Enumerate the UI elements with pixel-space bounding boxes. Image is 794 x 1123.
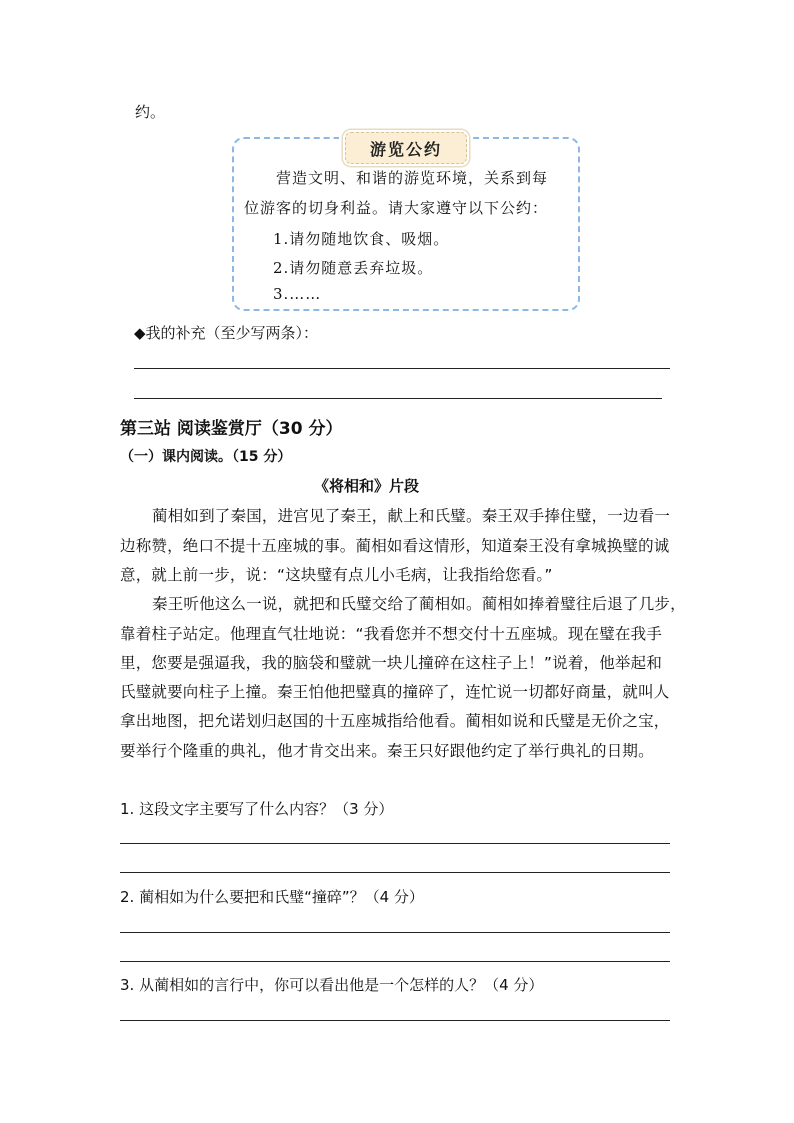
passage-line: 拿出地图，把允诺划归赵国的十五座城指给他看。蔺相如说和氏璧是无价之宝，: [120, 712, 670, 730]
supplement-prompt: ◆我的补充（至少写两条）：: [134, 324, 319, 342]
text-fragment: 约。: [135, 103, 166, 121]
answer-line[interactable]: [120, 932, 670, 933]
passage-line: 氏璧就要向柱子上撞。秦王怕他把璧真的撞碎了，连忙说一切都好商量，就叫人: [120, 683, 670, 701]
answer-line[interactable]: [120, 843, 670, 844]
rules-item-2: 2.请勿随意丢弃垃圾。: [273, 259, 434, 277]
passage-line: 边称赞，绝口不提十五座城的事。蔺相如看这情形，知道秦王没有拿城换璧的诚: [120, 537, 670, 555]
passage-line: 要举行个隆重的典礼，他才肯交出来。秦王只好跟他约定了举行典礼的日期。: [120, 742, 654, 760]
rules-intro-line-1: 营造文明、和谐的游览环境，关系到每: [276, 169, 549, 187]
passage-line: 秦王听他这么一说，就把和氏璧交给了蔺相如。蔺相如捧着璧往后退了几步，: [152, 595, 686, 613]
answer-line[interactable]: [120, 961, 670, 962]
answer-line[interactable]: [134, 398, 662, 399]
question-2: 2. 蔺相如为什么要把和氏璧“撞碎”？（4 分）: [120, 888, 424, 906]
rules-item-1: 1.请勿随地饮食、吸烟。: [273, 230, 450, 248]
passage-line: 意，就上前一步，说：“这块璧有点儿小毛病，让我指给您看。”: [120, 566, 553, 584]
rules-title: 游览公约: [345, 132, 467, 164]
answer-line[interactable]: [120, 1020, 670, 1021]
rules-item-3: 3.……: [273, 285, 322, 303]
answer-line[interactable]: [134, 368, 670, 369]
question-1: 1. 这段文字主要写了什么内容？（3 分）: [120, 800, 394, 818]
passage-title: 《将相和》片段: [314, 477, 420, 495]
passage-line: 靠着柱子站定。他理直气壮地说：“我看您并不想交付十五座城。现在璧在我手: [120, 625, 663, 643]
rules-intro-line-2: 位游客的切身利益。请大家遵守以下公约：: [244, 199, 549, 217]
section-subtitle: （一）课内阅读。（15 分）: [120, 449, 292, 465]
passage-line: 蔺相如到了秦国，进宫见了秦王，献上和氏璧。秦王双手捧住璧，一边看一: [152, 507, 671, 525]
passage-line: 里，您要是强逼我，我的脑袋和璧就一块儿撞碎在这柱子上！”说着，他举起和: [120, 654, 663, 672]
section-title: 第三站 阅读鉴赏厅（30 分）: [120, 419, 343, 439]
answer-line[interactable]: [120, 872, 670, 873]
question-3: 3. 从蔺相如的言行中，你可以看出他是一个怎样的人？（4 分）: [120, 976, 544, 994]
